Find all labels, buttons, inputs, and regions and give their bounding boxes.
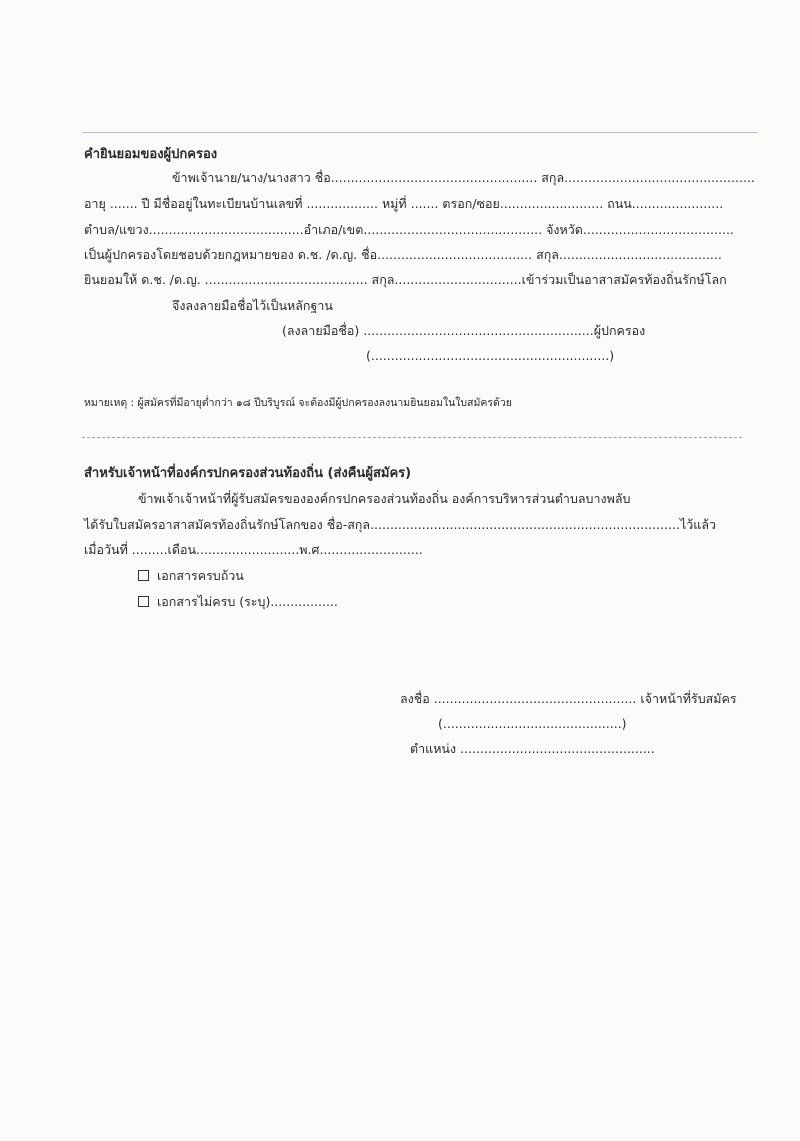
consent-line-evidence: จึงลงลายมือชื่อไว้เป็นหลักฐาน [172, 298, 333, 313]
officer-position-line: ตำแหน่ง ................................................. [410, 741, 655, 756]
top-divider [82, 132, 758, 133]
cut-line-divider [82, 437, 742, 438]
officer-line-date: เมื่อวันที่ .........เดือน..........................พ.ศ.......................... [84, 542, 423, 557]
checkbox-incomplete-row[interactable] [138, 594, 338, 610]
checkbox-incomplete[interactable] [138, 596, 149, 607]
checkbox-complete[interactable] [138, 570, 149, 581]
officer-line-received: ได้รับใบสมัครอาสาสมัครท้องถิ่นรักษ์โลกของ ชื่อ-สกุล..............................................................................ไว้แล้ว [84, 517, 717, 532]
checkbox-complete-label: เอกสารครบถ้วน [157, 568, 244, 583]
consent-heading: คำยินยอมของผู้ปกครอง [84, 147, 218, 162]
officer-heading: สำหรับเจ้าหน้าที่องค์กรปกครองส่วนท้องถิ่น (ส่งคืนผู้สมัคร) [84, 466, 412, 481]
officer-name-line: (.............................................) [438, 716, 627, 731]
consent-line-guardian: เป็นผู้ปกครองโดยชอบด้วยกฎหมายของ ด.ช. /ด.ญ. ชื่อ....................................... สกุล......................................... [84, 247, 722, 262]
officer-signature-line: ลงชื่อ ................................................... เจ้าหน้าที่รับสมัคร [400, 691, 737, 706]
consent-line-district: ตำบล/แขวง.......................................อำเภอ/เขต............................................. จังหวัด...................................... [84, 222, 734, 237]
consent-line-name: ข้าพเจ้านาย/นาง/นางสาว ชื่อ.................................................... สกุล................................................ [172, 170, 755, 185]
checkbox-incomplete-label: เอกสารไม่ครบ (ระบุ)................. [157, 594, 338, 609]
guardian-signature-line: (ลงลายมือชื่อ) ..........................................................ผู้ปกครอง [282, 323, 646, 338]
guardian-name-line: (............................................................) [366, 348, 615, 363]
officer-line-statement: ข้าพเจ้าเจ้าหน้าที่ผู้รับสมัครขององค์กรปกครองส่วนท้องถิ่น องค์การบริหารส่วนตำบลบางพลับ [138, 491, 631, 506]
note-text: หมายเหตุ : ผู้สมัครที่มีอายุต่ำกว่า ๑๘ ปีบริบูรณ์ จะต้องมีผู้ปกครองลงนามยินยอมในใบสมัครด้วย [84, 397, 512, 409]
consent-line-address: อายุ ....... ปี มีชื่ออยู่ในทะเบียนบ้านเลขที่ .................. หมู่ที่ ....... ตรอก/ซอย.......................... ถนน....................... [84, 196, 724, 211]
checkbox-complete-row[interactable] [138, 568, 244, 584]
consent-line-permit: ยินยอมให้ ด.ช. /ด.ญ. ......................................... สกุล................................เข้าร่วมเป็นอาสาสมัครท้องถิ่นรักษ์โลก [84, 272, 727, 287]
